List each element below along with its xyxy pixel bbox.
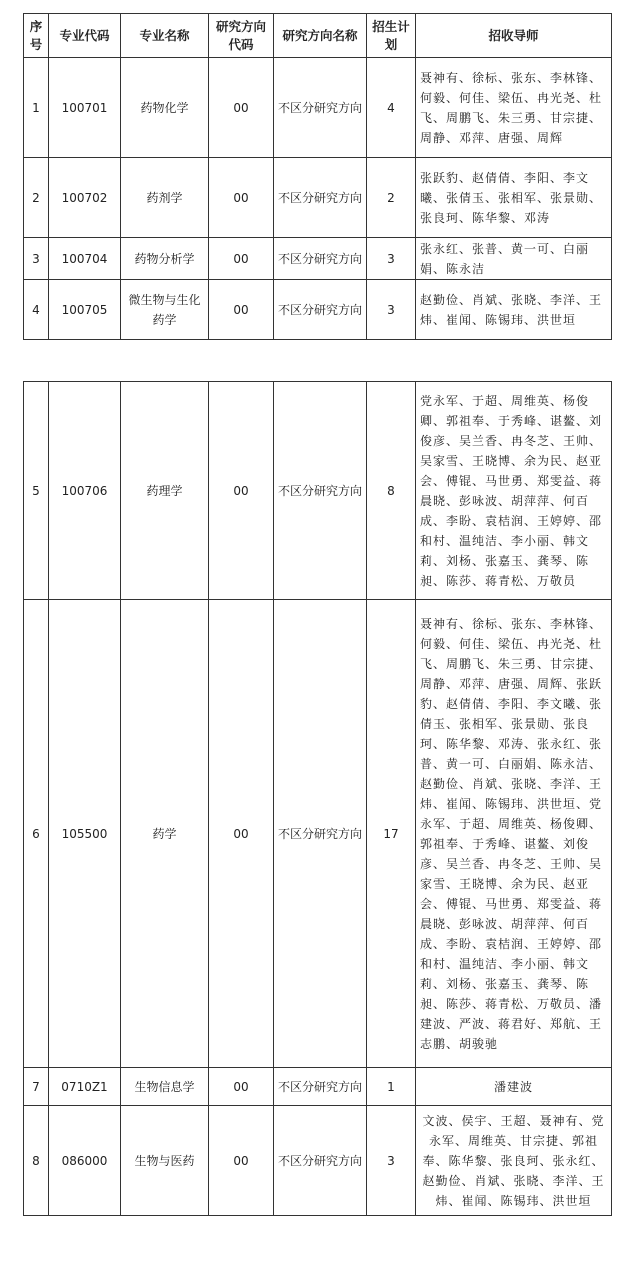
row-index: 7: [24, 1068, 49, 1106]
row-plan: 1: [367, 1068, 416, 1106]
row-major-name: 微生物与生化药学: [121, 280, 209, 340]
table-row: [24, 58, 612, 158]
row-direction-name: 不区分研究方向: [274, 1068, 367, 1106]
row-major-name: 药学: [121, 600, 209, 1068]
header-teachers: 招收导师: [416, 14, 612, 58]
row-major-code: 105500: [49, 600, 121, 1068]
row-index: 4: [24, 280, 49, 340]
row-direction-code: 00: [209, 238, 274, 280]
row-direction-name: 不区分研究方向: [274, 58, 367, 158]
row-plan: 3: [367, 280, 416, 340]
row-index: 8: [24, 1106, 49, 1216]
table-row: [24, 1068, 612, 1106]
table-row: [24, 158, 612, 238]
row-index: 1: [24, 58, 49, 158]
row-major-code: 100702: [49, 158, 121, 238]
header-direction-name: 研究方向名称: [274, 14, 367, 58]
row-direction-name: 不区分研究方向: [274, 238, 367, 280]
row-teachers: 文波、侯宇、王超、聂神有、党永军、周维英、甘宗捷、郭祖奉、陈华黎、张良珂、张永红、赵勤俭、肖斌、张晓、李洋、王炜、崔闻、陈锡玮、洪世垣: [416, 1106, 612, 1216]
row-teachers: 聂神有、徐标、张东、李林锋、何毅、何佳、梁伍、冉光尧、杜飞、周鹏飞、朱三勇、甘宗捷、周静、邓萍、唐强、周辉、张跃豹、赵倩倩、李阳、李文曦、张倩玉、张相军、张景勋、张良珂、陈华黎、邓涛、张永红、张普、黄一可、白丽娟、陈永洁、赵勤俭、肖斌、张晓、李洋、王炜、崔闻、陈锡玮、洪世垣、党永军、于超、周维英、杨俊卿、郭祖奉、于秀峰、谌鳌、刘俊彦、吴兰香、冉冬芝、王帅、吴家雪、王晓博、余为民、赵亚会、傅锟、马世勇、郑雯益、蒋晨晓、彭咏波、胡萍萍、何百成、李盼、袁桔润、王婷婷、邵和村、温纯洁、李小丽、韩文莉、刘杨、张嘉玉、龚琴、陈昶、陈莎、蒋青松、万敬员、潘建波、严波、蒋君好、郑航、王志鹏、胡骏驰: [416, 600, 612, 1068]
table-header-row: [24, 14, 612, 58]
row-major-name: 生物信息学: [121, 1068, 209, 1106]
row-teachers: 党永军、于超、周维英、杨俊卿、郭祖奉、于秀峰、谌鳌、刘俊彦、吴兰香、冉冬芝、王帅、吴家雪、王晓博、余为民、赵亚会、傅锟、马世勇、郑雯益、蒋晨晓、彭咏波、胡萍萍、何百成、李盼、袁桔润、王婷婷、邵和村、温纯洁、李小丽、韩文莉、刘杨、张嘉玉、龚琴、陈昶、陈莎、蒋青松、万敬员: [416, 382, 612, 600]
header-index: 序号: [24, 14, 49, 58]
admissions-table-part-1: [23, 13, 612, 340]
row-teachers: 张永红、张普、黄一可、白丽娟、陈永洁: [416, 238, 612, 280]
admissions-table-part-2: [23, 381, 612, 1216]
row-direction-name: 不区分研究方向: [274, 382, 367, 600]
row-direction-name: 不区分研究方向: [274, 1106, 367, 1216]
row-direction-name: 不区分研究方向: [274, 158, 367, 238]
row-major-name: 药理学: [121, 382, 209, 600]
header-direction-code: 研究方向代码: [209, 14, 274, 58]
row-major-code: 100701: [49, 58, 121, 158]
row-teachers: 潘建波: [416, 1068, 612, 1106]
row-plan: 3: [367, 1106, 416, 1216]
header-major-name: 专业名称: [121, 14, 209, 58]
row-index: 6: [24, 600, 49, 1068]
table-row: [24, 382, 612, 600]
row-major-code: 086000: [49, 1106, 121, 1216]
row-direction-code: 00: [209, 1106, 274, 1216]
row-teachers: 张跃豹、赵倩倩、李阳、李文曦、张倩玉、张相军、张景勋、张良珂、陈华黎、邓涛: [416, 158, 612, 238]
table-row: [24, 280, 612, 340]
row-plan: 8: [367, 382, 416, 600]
table-row: [24, 238, 612, 280]
row-major-code: 100706: [49, 382, 121, 600]
row-teachers: 聂神有、徐标、张东、李林锋、何毅、何佳、梁伍、冉光尧、杜飞、周鹏飞、朱三勇、甘宗捷、周静、邓萍、唐强、周辉: [416, 58, 612, 158]
row-index: 5: [24, 382, 49, 600]
row-plan: 3: [367, 238, 416, 280]
row-index: 2: [24, 158, 49, 238]
row-plan: 4: [367, 58, 416, 158]
row-major-code: 100705: [49, 280, 121, 340]
row-direction-code: 00: [209, 58, 274, 158]
row-index: 3: [24, 238, 49, 280]
row-direction-name: 不区分研究方向: [274, 600, 367, 1068]
row-plan: 17: [367, 600, 416, 1068]
row-major-name: 药物分析学: [121, 238, 209, 280]
row-teachers: 赵勤俭、肖斌、张晓、李洋、王炜、崔闻、陈锡玮、洪世垣: [416, 280, 612, 340]
row-major-name: 药剂学: [121, 158, 209, 238]
row-plan: 2: [367, 158, 416, 238]
row-direction-code: 00: [209, 280, 274, 340]
row-direction-code: 00: [209, 1068, 274, 1106]
row-major-code: 100704: [49, 238, 121, 280]
row-major-name: 药物化学: [121, 58, 209, 158]
header-major-code: 专业代码: [49, 14, 121, 58]
header-plan: 招生计划: [367, 14, 416, 58]
row-direction-code: 00: [209, 382, 274, 600]
row-major-code: 0710Z1: [49, 1068, 121, 1106]
row-direction-name: 不区分研究方向: [274, 280, 367, 340]
row-major-name: 生物与医药: [121, 1106, 209, 1216]
table-row: [24, 1106, 612, 1216]
table-row: [24, 600, 612, 1068]
row-direction-code: 00: [209, 158, 274, 238]
row-direction-code: 00: [209, 600, 274, 1068]
